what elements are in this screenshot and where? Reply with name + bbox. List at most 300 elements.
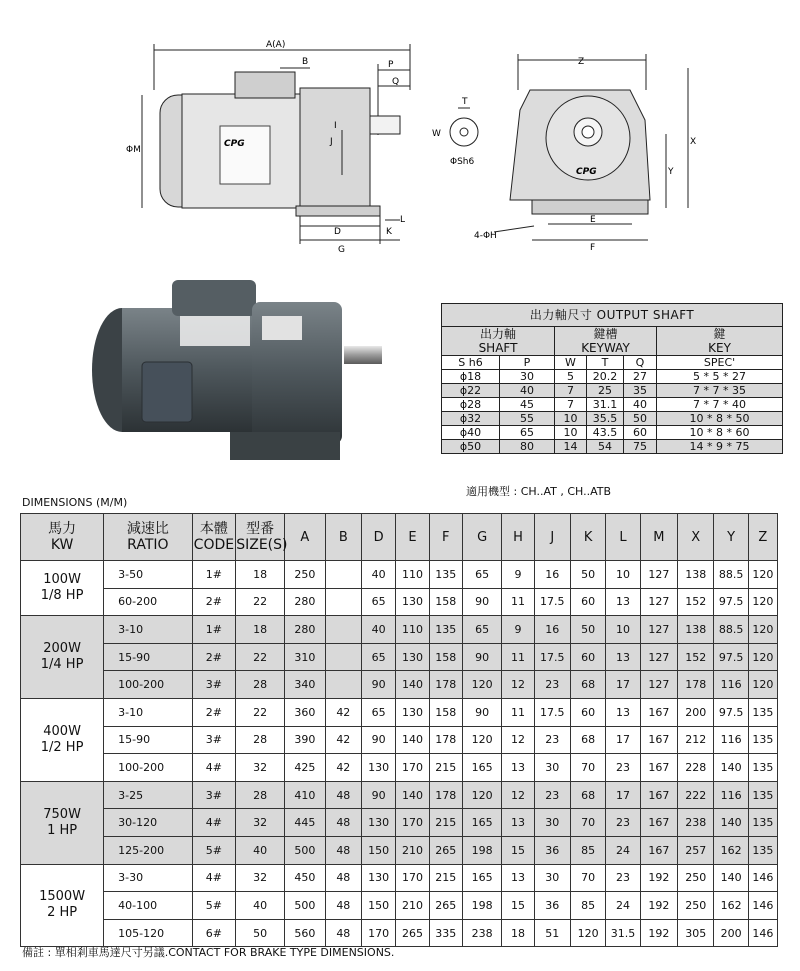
dim-value-cell: 23 (534, 781, 570, 809)
dim-header-en: KW (50, 537, 74, 553)
dim-value-cell: 24 (606, 892, 640, 920)
dim-value-cell (325, 671, 361, 699)
ratio-cell: 3-50 (104, 561, 192, 589)
shaft-cell: 5 (555, 370, 587, 384)
dim-value-cell: 10 (606, 616, 640, 644)
dim-value-cell: 36 (534, 836, 570, 864)
dim-value-cell: 90 (462, 698, 502, 726)
dim-header-cell: Y (714, 514, 748, 561)
dim-value-cell: 250 (678, 864, 714, 892)
dim-value-cell: 135 (429, 616, 462, 644)
dim-value-cell: 23 (534, 726, 570, 754)
dim-value-cell: 9 (502, 616, 534, 644)
dim-value-cell: 167 (640, 836, 677, 864)
shaft-cell: 45 (500, 398, 555, 412)
dim-value-cell: 68 (570, 671, 605, 699)
dim-value-cell: 238 (462, 919, 502, 947)
dim-value-cell: 51 (534, 919, 570, 947)
ratio-cell: 40-100 (104, 892, 192, 920)
dim-value-cell: 560 (285, 919, 326, 947)
dim-header-cell: M (640, 514, 677, 561)
size-cell: 40 (236, 836, 285, 864)
size-cell: 28 (236, 726, 285, 754)
dim-row (21, 892, 778, 920)
dim-value-cell: 40 (362, 616, 396, 644)
dim-row (21, 781, 778, 809)
dim-value-cell: 65 (362, 588, 396, 616)
shaft-cell: 27 (624, 370, 657, 384)
code-cell: 3# (192, 781, 236, 809)
dimensions-table (20, 513, 778, 947)
dim-value-cell: 30 (534, 754, 570, 782)
dim-value-cell: 120 (462, 781, 502, 809)
size-cell: 32 (236, 754, 285, 782)
power-cell (21, 864, 104, 947)
dim-value-cell: 130 (362, 754, 396, 782)
size-cell: 28 (236, 781, 285, 809)
shaft-cell: ϕ28 (442, 398, 500, 412)
shaft-cell: 25 (587, 384, 624, 398)
code-cell: 4# (192, 754, 236, 782)
dim-value-cell: 167 (640, 698, 677, 726)
dim-value-cell: 127 (640, 643, 677, 671)
size-cell: 28 (236, 671, 285, 699)
dim-header-cell: A (285, 514, 326, 561)
code-cell: 5# (192, 892, 236, 920)
dim-value-cell: 48 (325, 919, 361, 947)
dim-value-cell: 158 (429, 643, 462, 671)
dim-value-cell: 178 (429, 781, 462, 809)
shaft-cell: 10 * 8 * 60 (657, 426, 783, 440)
dim-header-cell: Z (748, 514, 777, 561)
dim-header-en: CODE (193, 537, 235, 553)
code-cell: 2# (192, 643, 236, 671)
dim-value-cell: 280 (285, 588, 326, 616)
dim-value-cell: 167 (640, 726, 677, 754)
dim-value-cell: 210 (396, 892, 429, 920)
dim-value-cell: 13 (606, 588, 640, 616)
size-cell: 50 (236, 919, 285, 947)
dim-value-cell: 212 (678, 726, 714, 754)
code-cell: 2# (192, 698, 236, 726)
dim-value-cell: 335 (429, 919, 462, 947)
dim-value-cell: 130 (396, 698, 429, 726)
dim-header-en: SIZE(S) (236, 537, 288, 553)
power-watts: 100W (43, 572, 81, 588)
dim-header-cell (192, 514, 236, 561)
dim-value-cell: 23 (534, 671, 570, 699)
dim-value-cell: 152 (678, 643, 714, 671)
dim-value-cell: 12 (502, 726, 534, 754)
size-cell: 18 (236, 561, 285, 589)
shaft-cell: 10 (555, 426, 587, 440)
dim-row (21, 726, 778, 754)
dim-value-cell: 167 (640, 781, 677, 809)
dim-value-cell: 90 (362, 781, 396, 809)
dim-value-cell: 60 (570, 698, 605, 726)
dim-value-cell: 265 (396, 919, 429, 947)
shaft-cell: 60 (624, 426, 657, 440)
dim-header-cell: H (502, 514, 534, 561)
dim-value-cell: 150 (362, 892, 396, 920)
dim-value-cell: 60 (570, 588, 605, 616)
dim-value-cell: 425 (285, 754, 326, 782)
key-group-header: 鍵 KEY (657, 327, 783, 356)
dim-value-cell: 48 (325, 781, 361, 809)
dim-header-cn: 減速比 (126, 521, 169, 537)
dim-value-cell: 198 (462, 836, 502, 864)
size-cell: 22 (236, 588, 285, 616)
shaft-cell: 14 (555, 440, 587, 454)
dim-value-cell: 36 (534, 892, 570, 920)
dim-value-cell: 130 (362, 809, 396, 837)
dim-header-cell: X (678, 514, 714, 561)
code-cell: 5# (192, 836, 236, 864)
dim-value-cell: 130 (396, 643, 429, 671)
dim-value-cell: 17 (606, 781, 640, 809)
dim-value-cell: 90 (462, 588, 502, 616)
shaft-cell: ϕ50 (442, 440, 500, 454)
dim-row (21, 671, 778, 699)
dim-row (21, 864, 778, 892)
dim-value-cell: 170 (396, 864, 429, 892)
dim-value-cell: 146 (748, 892, 777, 920)
dim-value-cell: 13 (502, 864, 534, 892)
dim-value-cell: 130 (362, 864, 396, 892)
side-label-L: L (400, 215, 406, 225)
dim-header-cell: K (570, 514, 605, 561)
dim-value-cell: 42 (325, 726, 361, 754)
ratio-cell: 30-120 (104, 809, 192, 837)
side-logo-text: CPG (224, 139, 245, 149)
dim-value-cell: 23 (606, 864, 640, 892)
dim-value-cell: 127 (640, 561, 677, 589)
side-label-I: I (334, 121, 337, 131)
dim-value-cell: 170 (396, 809, 429, 837)
keyway-group-header: 鍵槽 KEYWAY (555, 327, 657, 356)
side-label-M: ΦM (126, 145, 141, 155)
dim-value-cell: 215 (429, 754, 462, 782)
dim-value-cell: 110 (396, 561, 429, 589)
dim-value-cell: 210 (396, 836, 429, 864)
ratio-cell: 100-200 (104, 671, 192, 699)
ratio-cell: 125-200 (104, 836, 192, 864)
power-cell (21, 616, 104, 699)
dim-value-cell: 17 (606, 671, 640, 699)
power-watts: 200W (43, 641, 81, 657)
dim-value-cell: 140 (714, 864, 748, 892)
front-label-H: 4-ΦH (474, 231, 497, 241)
dim-value-cell: 18 (502, 919, 534, 947)
side-label-B: B (302, 57, 309, 67)
ratio-cell: 15-90 (104, 726, 192, 754)
dim-value-cell: 13 (606, 698, 640, 726)
dim-value-cell: 65 (462, 561, 502, 589)
dim-value-cell: 120 (748, 588, 777, 616)
dim-value-cell (325, 561, 361, 589)
shaft-cell: ϕ40 (442, 426, 500, 440)
dim-value-cell: 120 (748, 616, 777, 644)
dim-header-cell: E (396, 514, 429, 561)
code-cell: 2# (192, 588, 236, 616)
dim-header-cell: J (534, 514, 570, 561)
size-cell: 32 (236, 864, 285, 892)
dim-value-cell: 200 (714, 919, 748, 947)
dim-value-cell: 24 (606, 836, 640, 864)
dim-value-cell: 12 (502, 781, 534, 809)
power-hp: 1/2 HP (40, 739, 84, 755)
dim-value-cell: 50 (570, 561, 605, 589)
dim-value-cell: 30 (534, 864, 570, 892)
size-cell: 32 (236, 809, 285, 837)
dim-value-cell: 135 (748, 754, 777, 782)
dim-row (21, 836, 778, 864)
dim-row (21, 809, 778, 837)
dim-value-cell: 23 (606, 809, 640, 837)
dim-value-cell: 17 (606, 726, 640, 754)
dim-row (21, 698, 778, 726)
size-cell: 18 (236, 616, 285, 644)
code-cell: 4# (192, 809, 236, 837)
shaft-group-header: 出力軸 SHAFT (442, 327, 555, 356)
size-cell: 40 (236, 892, 285, 920)
shaft-row (442, 412, 783, 426)
dim-value-cell: 250 (285, 561, 326, 589)
dim-value-cell: 135 (748, 781, 777, 809)
shaft-cell: 65 (500, 426, 555, 440)
dim-value-cell: 127 (640, 671, 677, 699)
dim-header-cell (236, 514, 288, 561)
front-label-Y: Y (668, 167, 674, 177)
dim-value-cell: 120 (748, 671, 777, 699)
dim-row (21, 919, 778, 947)
dim-value-cell: 120 (462, 671, 502, 699)
dim-value-cell: 135 (748, 726, 777, 754)
front-view-drawing (470, 50, 710, 260)
dim-value-cell: 130 (396, 588, 429, 616)
shaft-row (442, 384, 783, 398)
dim-value-cell: 135 (748, 809, 777, 837)
dim-value-cell: 135 (429, 561, 462, 589)
shaft-cell: 50 (624, 412, 657, 426)
dim-value-cell: 48 (325, 864, 361, 892)
dim-value-cell: 13 (502, 809, 534, 837)
dim-value-cell: 170 (362, 919, 396, 947)
dim-value-cell (325, 643, 361, 671)
dim-value-cell: 135 (748, 836, 777, 864)
dim-value-cell: 68 (570, 781, 605, 809)
dim-value-cell: 360 (285, 698, 326, 726)
dim-value-cell: 165 (462, 864, 502, 892)
dim-value-cell: 445 (285, 809, 326, 837)
dim-value-cell: 40 (362, 561, 396, 589)
subheader-q: Q (624, 356, 657, 370)
power-cell (21, 698, 104, 781)
shaft-cell: 7 * 7 * 40 (657, 398, 783, 412)
dim-value-cell: 15 (502, 892, 534, 920)
dim-value-cell: 178 (429, 726, 462, 754)
side-label-K: K (386, 227, 392, 237)
dim-value-cell: 60 (570, 643, 605, 671)
dim-value-cell: 140 (714, 809, 748, 837)
size-cell: 22 (236, 698, 285, 726)
ratio-cell: 100-200 (104, 754, 192, 782)
dim-row (21, 616, 778, 644)
dim-header-cell: F (429, 514, 462, 561)
dim-value-cell: 88.5 (714, 616, 748, 644)
dim-value-cell: 192 (640, 892, 677, 920)
shaft-cell: 7 (555, 384, 587, 398)
dim-value-cell: 257 (678, 836, 714, 864)
subheader-spec: SPEC' (657, 356, 783, 370)
side-label-Q: Q (392, 77, 400, 87)
applicable-models: 適用機型 : CH..AT , CH..ATB (466, 485, 612, 498)
shaft-label-T: T (462, 97, 468, 107)
subheader-w: W (555, 356, 587, 370)
dim-value-cell: 85 (570, 836, 605, 864)
dim-value-cell: 12 (502, 671, 534, 699)
dim-value-cell: 500 (285, 892, 326, 920)
power-hp: 2 HP (47, 905, 78, 921)
dim-header-cell: D (362, 514, 396, 561)
power-hp: 1 HP (47, 822, 78, 838)
dim-value-cell: 90 (362, 726, 396, 754)
ratio-cell: 3-10 (104, 698, 192, 726)
output-shaft-rows (442, 370, 783, 454)
front-label-X: X (690, 137, 697, 147)
dim-value-cell: 140 (396, 726, 429, 754)
shaft-cell: 20.2 (587, 370, 624, 384)
power-hp: 1/8 HP (40, 588, 84, 604)
dim-value-cell (325, 588, 361, 616)
dim-value-cell: 17.5 (534, 698, 570, 726)
dim-value-cell: 70 (570, 754, 605, 782)
subheader-sh6: S h6 (442, 356, 500, 370)
dim-value-cell: 390 (285, 726, 326, 754)
side-view-drawing (120, 30, 440, 260)
brake-footnote: 備註 : 單相剎車馬達尺寸另議.CONTACT FOR BRAKE TYPE DIMENSIONS. (22, 946, 395, 959)
dim-header-cn: 本體 (199, 521, 228, 537)
motor-product-image (82, 272, 392, 472)
shaft-cell: 7 (555, 398, 587, 412)
dimensions-title: DIMENSIONS (M/M) (22, 496, 128, 509)
dim-value-cell: 120 (570, 919, 605, 947)
dim-value-cell: 265 (429, 836, 462, 864)
dim-value-cell: 215 (429, 864, 462, 892)
dim-value-cell: 410 (285, 781, 326, 809)
dim-row (21, 561, 778, 589)
shaft-cell: ϕ18 (442, 370, 500, 384)
dim-value-cell: 116 (714, 671, 748, 699)
ratio-cell: 3-25 (104, 781, 192, 809)
shaft-cell: 40 (624, 398, 657, 412)
dim-value-cell: 16 (534, 616, 570, 644)
dimensions-rows (21, 561, 778, 947)
dim-value-cell: 11 (502, 588, 534, 616)
shaft-cell: 30 (500, 370, 555, 384)
output-shaft-title: 出力軸尺寸 OUTPUT SHAFT (442, 304, 783, 327)
ratio-cell: 60-200 (104, 588, 192, 616)
subheader-t: T (587, 356, 624, 370)
power-cell (21, 781, 104, 864)
dim-value-cell: 50 (570, 616, 605, 644)
power-cell (21, 561, 104, 616)
dim-value-cell: 116 (714, 781, 748, 809)
dim-value-cell: 500 (285, 836, 326, 864)
dim-value-cell: 450 (285, 864, 326, 892)
code-cell: 4# (192, 864, 236, 892)
dim-value-cell: 31.5 (606, 919, 640, 947)
power-watts: 1500W (39, 889, 86, 905)
ratio-cell: 105-120 (104, 919, 192, 947)
side-label-J: J (330, 137, 333, 147)
size-cell: 22 (236, 643, 285, 671)
dim-header-cn: 型番 (246, 521, 275, 537)
dim-value-cell: 17.5 (534, 643, 570, 671)
dim-row (21, 754, 778, 782)
dim-value-cell: 127 (640, 616, 677, 644)
dim-header-cell: L (606, 514, 640, 561)
dim-value-cell: 127 (640, 588, 677, 616)
shaft-cell: 35.5 (587, 412, 624, 426)
dim-value-cell: 23 (606, 754, 640, 782)
front-logo-text: CPG (576, 167, 597, 177)
dim-header-en: RATIO (127, 537, 169, 553)
front-label-E: E (590, 215, 596, 225)
shaft-cell: 55 (500, 412, 555, 426)
dim-value-cell: 198 (462, 892, 502, 920)
dim-value-cell: 85 (570, 892, 605, 920)
dim-value-cell: 88.5 (714, 561, 748, 589)
dim-value-cell: 15 (502, 836, 534, 864)
dim-value-cell: 146 (748, 864, 777, 892)
front-label-Z: Z (578, 57, 585, 67)
dim-value-cell: 70 (570, 864, 605, 892)
code-cell: 1# (192, 616, 236, 644)
dim-value-cell: 11 (502, 698, 534, 726)
dim-value-cell: 13 (502, 754, 534, 782)
dim-value-cell: 192 (640, 919, 677, 947)
dim-value-cell: 135 (748, 698, 777, 726)
dim-value-cell: 90 (462, 643, 502, 671)
dim-value-cell: 120 (462, 726, 502, 754)
code-cell: 3# (192, 726, 236, 754)
side-label-D: D (334, 227, 341, 237)
shaft-cell: 43.5 (587, 426, 624, 440)
dim-value-cell: 116 (714, 726, 748, 754)
dim-header-cell: G (462, 514, 502, 561)
dimensions-header-row (21, 514, 778, 561)
dim-value-cell: 192 (640, 864, 677, 892)
dim-value-cell: 17.5 (534, 588, 570, 616)
dim-value-cell: 305 (678, 919, 714, 947)
power-watts: 400W (43, 723, 81, 739)
shaft-cell: 7 * 7 * 35 (657, 384, 783, 398)
dim-value-cell: 200 (678, 698, 714, 726)
ratio-cell: 15-90 (104, 643, 192, 671)
dim-value-cell: 65 (362, 698, 396, 726)
dim-value-cell: 152 (678, 588, 714, 616)
dim-value-cell: 140 (396, 671, 429, 699)
shaft-cell: 40 (500, 384, 555, 398)
dim-value-cell: 48 (325, 836, 361, 864)
dim-value-cell: 97.5 (714, 588, 748, 616)
dim-value-cell: 222 (678, 781, 714, 809)
dim-value-cell: 340 (285, 671, 326, 699)
dim-value-cell: 280 (285, 616, 326, 644)
shaft-cell: 75 (624, 440, 657, 454)
shaft-row (442, 398, 783, 412)
